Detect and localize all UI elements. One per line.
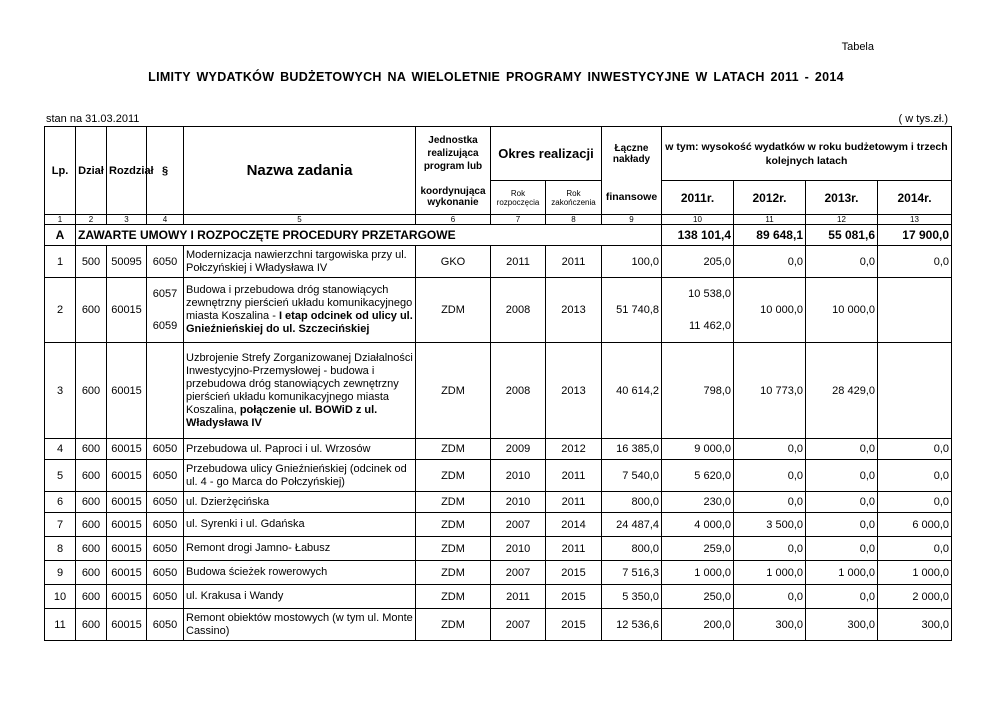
table-row bbox=[45, 246, 952, 278]
cell-jednostka: ZDM bbox=[416, 439, 491, 460]
cell-2014: 1 000,0 bbox=[878, 561, 952, 585]
cell-2014: 6 000,0 bbox=[878, 513, 952, 537]
cell-paragraph bbox=[147, 343, 184, 439]
cell-rok-rozp: 2007 bbox=[491, 609, 546, 641]
cell-paragraph: 6050 bbox=[147, 492, 184, 513]
cell-2014 bbox=[878, 278, 952, 343]
section-letter: A bbox=[45, 225, 76, 246]
cell-jednostka: ZDM bbox=[416, 561, 491, 585]
cell-2014: 0,0 bbox=[878, 460, 952, 492]
tabela-label: Tabela bbox=[841, 41, 874, 53]
cell-dzial: 600 bbox=[76, 278, 107, 343]
col-num: 4 bbox=[147, 215, 184, 225]
table-row bbox=[45, 460, 952, 492]
cell-nazwa bbox=[184, 343, 416, 439]
cell-2013: 0,0 bbox=[806, 585, 878, 609]
paragraph-b: 6059 bbox=[152, 320, 178, 332]
cell-nazwa bbox=[184, 278, 416, 343]
cell-2013: 0,0 bbox=[806, 460, 878, 492]
section-label: ZAWARTE UMOWY I ROZPOCZĘTE PROCEDURY PRZETARGOWE bbox=[76, 225, 662, 246]
cell-2013: 0,0 bbox=[806, 513, 878, 537]
cell-rozdzial: 60015 bbox=[107, 439, 147, 460]
cell-dzial: 600 bbox=[76, 585, 107, 609]
cell-rok-rozp: 2010 bbox=[491, 460, 546, 492]
nazwa-text: Uzbrojenie Strefy Zorganizowanej Działalności Inwestycyjno-Przemysłowej - budowa i przebudowa dróg stanowiących zewnętrzny pierścień układu komunikacyjnego miasta Koszalina, bbox=[186, 351, 413, 416]
cell-2012: 0,0 bbox=[734, 460, 806, 492]
cell-dzial: 600 bbox=[76, 513, 107, 537]
cell-rok-zak: 2012 bbox=[546, 439, 602, 460]
cell-paragraph: 6050 bbox=[147, 585, 184, 609]
cell-finansowe: 24 487,4 bbox=[602, 513, 662, 537]
cell-paragraph: 6050 bbox=[147, 439, 184, 460]
cell-rok-zak: 2011 bbox=[546, 246, 602, 278]
cell-nazwa: Remont obiektów mostowych (w tym ul. Monte Cassino) bbox=[184, 609, 416, 641]
cell-finansowe: 12 536,6 bbox=[602, 609, 662, 641]
value-2011-a: 10 538,0 bbox=[688, 288, 731, 300]
cell-2011: 259,0 bbox=[662, 537, 734, 561]
column-number-row bbox=[45, 215, 952, 225]
nazwa-bold: I etap odcinek od ulicy ul. Gnieźnieńskiej do ul. Szczecińskiej bbox=[186, 310, 413, 335]
cell-2012: 0,0 bbox=[734, 439, 806, 460]
cell-paragraph: 6050 bbox=[147, 460, 184, 492]
cell-jednostka: ZDM bbox=[416, 460, 491, 492]
cell-jednostka: ZDM bbox=[416, 492, 491, 513]
cell-2013: 0,0 bbox=[806, 439, 878, 460]
cell-2012: 300,0 bbox=[734, 609, 806, 641]
section-total-2012: 89 648,1 bbox=[734, 225, 806, 246]
col-num: 3 bbox=[107, 215, 147, 225]
cell-2013: 10 000,0 bbox=[806, 278, 878, 343]
cell-lp: 8 bbox=[45, 537, 76, 561]
cell-rok-rozp: 2011 bbox=[491, 246, 546, 278]
header-rok-rozpoczecia: Rok rozpoczęcia bbox=[491, 181, 546, 215]
cell-2013: 0,0 bbox=[806, 246, 878, 278]
cell-2012: 10 000,0 bbox=[734, 278, 806, 343]
cell-2013: 28 429,0 bbox=[806, 343, 878, 439]
cell-2011: 4 000,0 bbox=[662, 513, 734, 537]
section-row-a bbox=[45, 225, 952, 246]
header-2011: 2011r. bbox=[662, 181, 734, 215]
cell-dzial: 600 bbox=[76, 492, 107, 513]
cell-lp: 7 bbox=[45, 513, 76, 537]
cell-rozdzial: 60015 bbox=[107, 492, 147, 513]
cell-rozdzial: 60015 bbox=[107, 585, 147, 609]
paragraph-a: 6057 bbox=[152, 288, 178, 300]
table-row bbox=[45, 609, 952, 641]
cell-jednostka: ZDM bbox=[416, 609, 491, 641]
as-of-date: stan na 31.03.2011 bbox=[46, 113, 140, 125]
cell-2011: 250,0 bbox=[662, 585, 734, 609]
cell-rozdzial: 50095 bbox=[107, 246, 147, 278]
cell-2013: 0,0 bbox=[806, 537, 878, 561]
cell-rok-zak: 2011 bbox=[546, 537, 602, 561]
col-num: 8 bbox=[546, 215, 602, 225]
cell-2012: 0,0 bbox=[734, 246, 806, 278]
cell-rozdzial: 60015 bbox=[107, 460, 147, 492]
table-row bbox=[45, 278, 952, 343]
cell-2011: 200,0 bbox=[662, 609, 734, 641]
cell-nazwa: Remont drogi Jamno- Łabusz bbox=[184, 537, 416, 561]
cell-paragraph: 6050 bbox=[147, 246, 184, 278]
col-num: 6 bbox=[416, 215, 491, 225]
cell-finansowe: 800,0 bbox=[602, 492, 662, 513]
cell-2014 bbox=[878, 343, 952, 439]
col-num: 11 bbox=[734, 215, 806, 225]
cell-2011 bbox=[662, 278, 734, 343]
table-row bbox=[45, 343, 952, 439]
cell-dzial: 500 bbox=[76, 246, 107, 278]
col-num: 5 bbox=[184, 215, 416, 225]
cell-nazwa: ul. Krakusa i Wandy bbox=[184, 585, 416, 609]
cell-lp: 4 bbox=[45, 439, 76, 460]
cell-rok-zak: 2015 bbox=[546, 585, 602, 609]
header-2014: 2014r. bbox=[878, 181, 952, 215]
cell-dzial: 600 bbox=[76, 439, 107, 460]
cell-rok-zak: 2014 bbox=[546, 513, 602, 537]
cell-rozdzial: 60015 bbox=[107, 278, 147, 343]
header-paragraph: § bbox=[147, 127, 184, 215]
nazwa-text: Budowa i przebudowa dróg stanowiących zewnętrzny pierścień układu komunikacyjnego miasta Koszalina - bbox=[186, 284, 413, 322]
cell-lp: 10 bbox=[45, 585, 76, 609]
cell-jednostka: ZDM bbox=[416, 278, 491, 343]
cell-nazwa: Przebudowa ul. Paproci i ul. Wrzosów bbox=[184, 439, 416, 460]
cell-2012: 0,0 bbox=[734, 492, 806, 513]
cell-rok-rozp: 2011 bbox=[491, 585, 546, 609]
section-total-2014: 17 900,0 bbox=[878, 225, 952, 246]
cell-2012: 0,0 bbox=[734, 585, 806, 609]
table-row bbox=[45, 561, 952, 585]
cell-2012: 0,0 bbox=[734, 537, 806, 561]
cell-lp: 5 bbox=[45, 460, 76, 492]
cell-finansowe: 7 540,0 bbox=[602, 460, 662, 492]
cell-jednostka: ZDM bbox=[416, 343, 491, 439]
header-jednostka: Jednostka realizująca program lub bbox=[416, 127, 491, 181]
cell-lp: 9 bbox=[45, 561, 76, 585]
header-rok-zakonczenia: Rok zakończenia bbox=[546, 181, 602, 215]
col-num: 13 bbox=[878, 215, 952, 225]
cell-lp: 1 bbox=[45, 246, 76, 278]
cell-dzial: 600 bbox=[76, 460, 107, 492]
cell-2011: 230,0 bbox=[662, 492, 734, 513]
cell-2014: 0,0 bbox=[878, 492, 952, 513]
col-num: 1 bbox=[45, 215, 76, 225]
cell-rok-rozp: 2009 bbox=[491, 439, 546, 460]
header-2013: 2013r. bbox=[806, 181, 878, 215]
cell-2014: 0,0 bbox=[878, 439, 952, 460]
cell-nazwa: Przebudowa ulicy Gnieźnieńskiej (odcinek od ul. 4 - go Marca do Połczyńskiej) bbox=[184, 460, 416, 492]
cell-2013: 0,0 bbox=[806, 492, 878, 513]
table-row bbox=[45, 492, 952, 513]
cell-dzial: 600 bbox=[76, 561, 107, 585]
cell-finansowe: 40 614,2 bbox=[602, 343, 662, 439]
cell-rok-rozp: 2010 bbox=[491, 537, 546, 561]
cell-nazwa: Budowa ścieżek rowerowych bbox=[184, 561, 416, 585]
cell-2011: 9 000,0 bbox=[662, 439, 734, 460]
cell-2014: 0,0 bbox=[878, 537, 952, 561]
cell-finansowe: 16 385,0 bbox=[602, 439, 662, 460]
cell-2013: 1 000,0 bbox=[806, 561, 878, 585]
cell-2011: 798,0 bbox=[662, 343, 734, 439]
cell-nazwa: ul. Dzierżęcińska bbox=[184, 492, 416, 513]
table-row bbox=[45, 537, 952, 561]
cell-2013: 300,0 bbox=[806, 609, 878, 641]
nazwa-bold: połączenie ul. BOWiD z ul. Władysława IV bbox=[186, 403, 378, 429]
cell-rok-zak: 2011 bbox=[546, 460, 602, 492]
header-dzial: Dział bbox=[76, 127, 107, 215]
cell-rok-rozp: 2008 bbox=[491, 343, 546, 439]
cell-rok-zak: 2013 bbox=[546, 278, 602, 343]
header-laczne: Łączne nakłady bbox=[602, 127, 662, 181]
cell-finansowe: 7 516,3 bbox=[602, 561, 662, 585]
cell-rozdzial: 60015 bbox=[107, 513, 147, 537]
cell-2011: 5 620,0 bbox=[662, 460, 734, 492]
cell-jednostka: ZDM bbox=[416, 537, 491, 561]
cell-rok-zak: 2015 bbox=[546, 561, 602, 585]
cell-rok-zak: 2015 bbox=[546, 609, 602, 641]
header-row-1 bbox=[45, 127, 952, 181]
cell-lp: 11 bbox=[45, 609, 76, 641]
cell-paragraph: 6050 bbox=[147, 513, 184, 537]
header-rozdzial: Rozdział bbox=[107, 127, 147, 215]
cell-finansowe: 5 350,0 bbox=[602, 585, 662, 609]
document-title: LIMITY WYDATKÓW BUDŻETOWYCH NA WIELOLETNIE PROGRAMY INWESTYCYJNE W LATACH 2011 - 2014 bbox=[148, 70, 844, 84]
cell-finansowe: 51 740,8 bbox=[602, 278, 662, 343]
cell-jednostka: ZDM bbox=[416, 585, 491, 609]
cell-lp: 2 bbox=[45, 278, 76, 343]
cell-2012: 3 500,0 bbox=[734, 513, 806, 537]
cell-dzial: 600 bbox=[76, 343, 107, 439]
cell-2014: 0,0 bbox=[878, 246, 952, 278]
cell-rozdzial: 60015 bbox=[107, 609, 147, 641]
cell-rozdzial: 60015 bbox=[107, 537, 147, 561]
cell-2014: 300,0 bbox=[878, 609, 952, 641]
col-num: 10 bbox=[662, 215, 734, 225]
cell-rozdzial: 60015 bbox=[107, 561, 147, 585]
cell-paragraph: 6050 bbox=[147, 537, 184, 561]
section-total-2013: 55 081,6 bbox=[806, 225, 878, 246]
cell-2012: 1 000,0 bbox=[734, 561, 806, 585]
header-finansowe: finansowe bbox=[602, 181, 662, 215]
cell-2014: 2 000,0 bbox=[878, 585, 952, 609]
cell-2011: 205,0 bbox=[662, 246, 734, 278]
cell-2012: 10 773,0 bbox=[734, 343, 806, 439]
cell-rok-rozp: 2007 bbox=[491, 513, 546, 537]
cell-lp: 6 bbox=[45, 492, 76, 513]
header-2012: 2012r. bbox=[734, 181, 806, 215]
table-row bbox=[45, 513, 952, 537]
cell-jednostka: ZDM bbox=[416, 513, 491, 537]
header-koordynujaca: koordynująca wykonanie bbox=[416, 181, 491, 215]
cell-lp: 3 bbox=[45, 343, 76, 439]
header-lp: Lp. bbox=[45, 127, 76, 215]
header-okres: Okres realizacji bbox=[491, 127, 602, 181]
cell-rok-rozp: 2010 bbox=[491, 492, 546, 513]
cell-nazwa: Modernizacja nawierzchni targowiska przy ul. Połczyńskiej i Władysława IV bbox=[184, 246, 416, 278]
cell-rok-zak: 2013 bbox=[546, 343, 602, 439]
cell-rozdzial: 60015 bbox=[107, 343, 147, 439]
cell-rok-rozp: 2007 bbox=[491, 561, 546, 585]
header-wtym: w tym: wysokość wydatków w roku budżetowym i trzech kolejnych latach bbox=[662, 127, 952, 181]
col-num: 12 bbox=[806, 215, 878, 225]
header-nazwa: Nazwa zadania bbox=[184, 127, 416, 215]
cell-jednostka: GKO bbox=[416, 246, 491, 278]
col-num: 2 bbox=[76, 215, 107, 225]
col-num: 7 bbox=[491, 215, 546, 225]
section-total-2011: 138 101,4 bbox=[662, 225, 734, 246]
cell-2011: 1 000,0 bbox=[662, 561, 734, 585]
cell-finansowe: 800,0 bbox=[602, 537, 662, 561]
cell-rok-zak: 2011 bbox=[546, 492, 602, 513]
unit-label: ( w tys.zł.) bbox=[898, 113, 948, 125]
cell-nazwa: ul. Syrenki i ul. Gdańska bbox=[184, 513, 416, 537]
value-2011-b: 11 462,0 bbox=[688, 320, 731, 332]
col-num: 9 bbox=[602, 215, 662, 225]
cell-finansowe: 100,0 bbox=[602, 246, 662, 278]
cell-paragraph: 6050 bbox=[147, 561, 184, 585]
cell-paragraph: 6050 bbox=[147, 609, 184, 641]
table-row bbox=[45, 585, 952, 609]
cell-dzial: 600 bbox=[76, 609, 107, 641]
budget-table bbox=[44, 126, 952, 641]
table-row bbox=[45, 439, 952, 460]
cell-rok-rozp: 2008 bbox=[491, 278, 546, 343]
cell-dzial: 600 bbox=[76, 537, 107, 561]
cell-paragraph bbox=[147, 278, 184, 343]
